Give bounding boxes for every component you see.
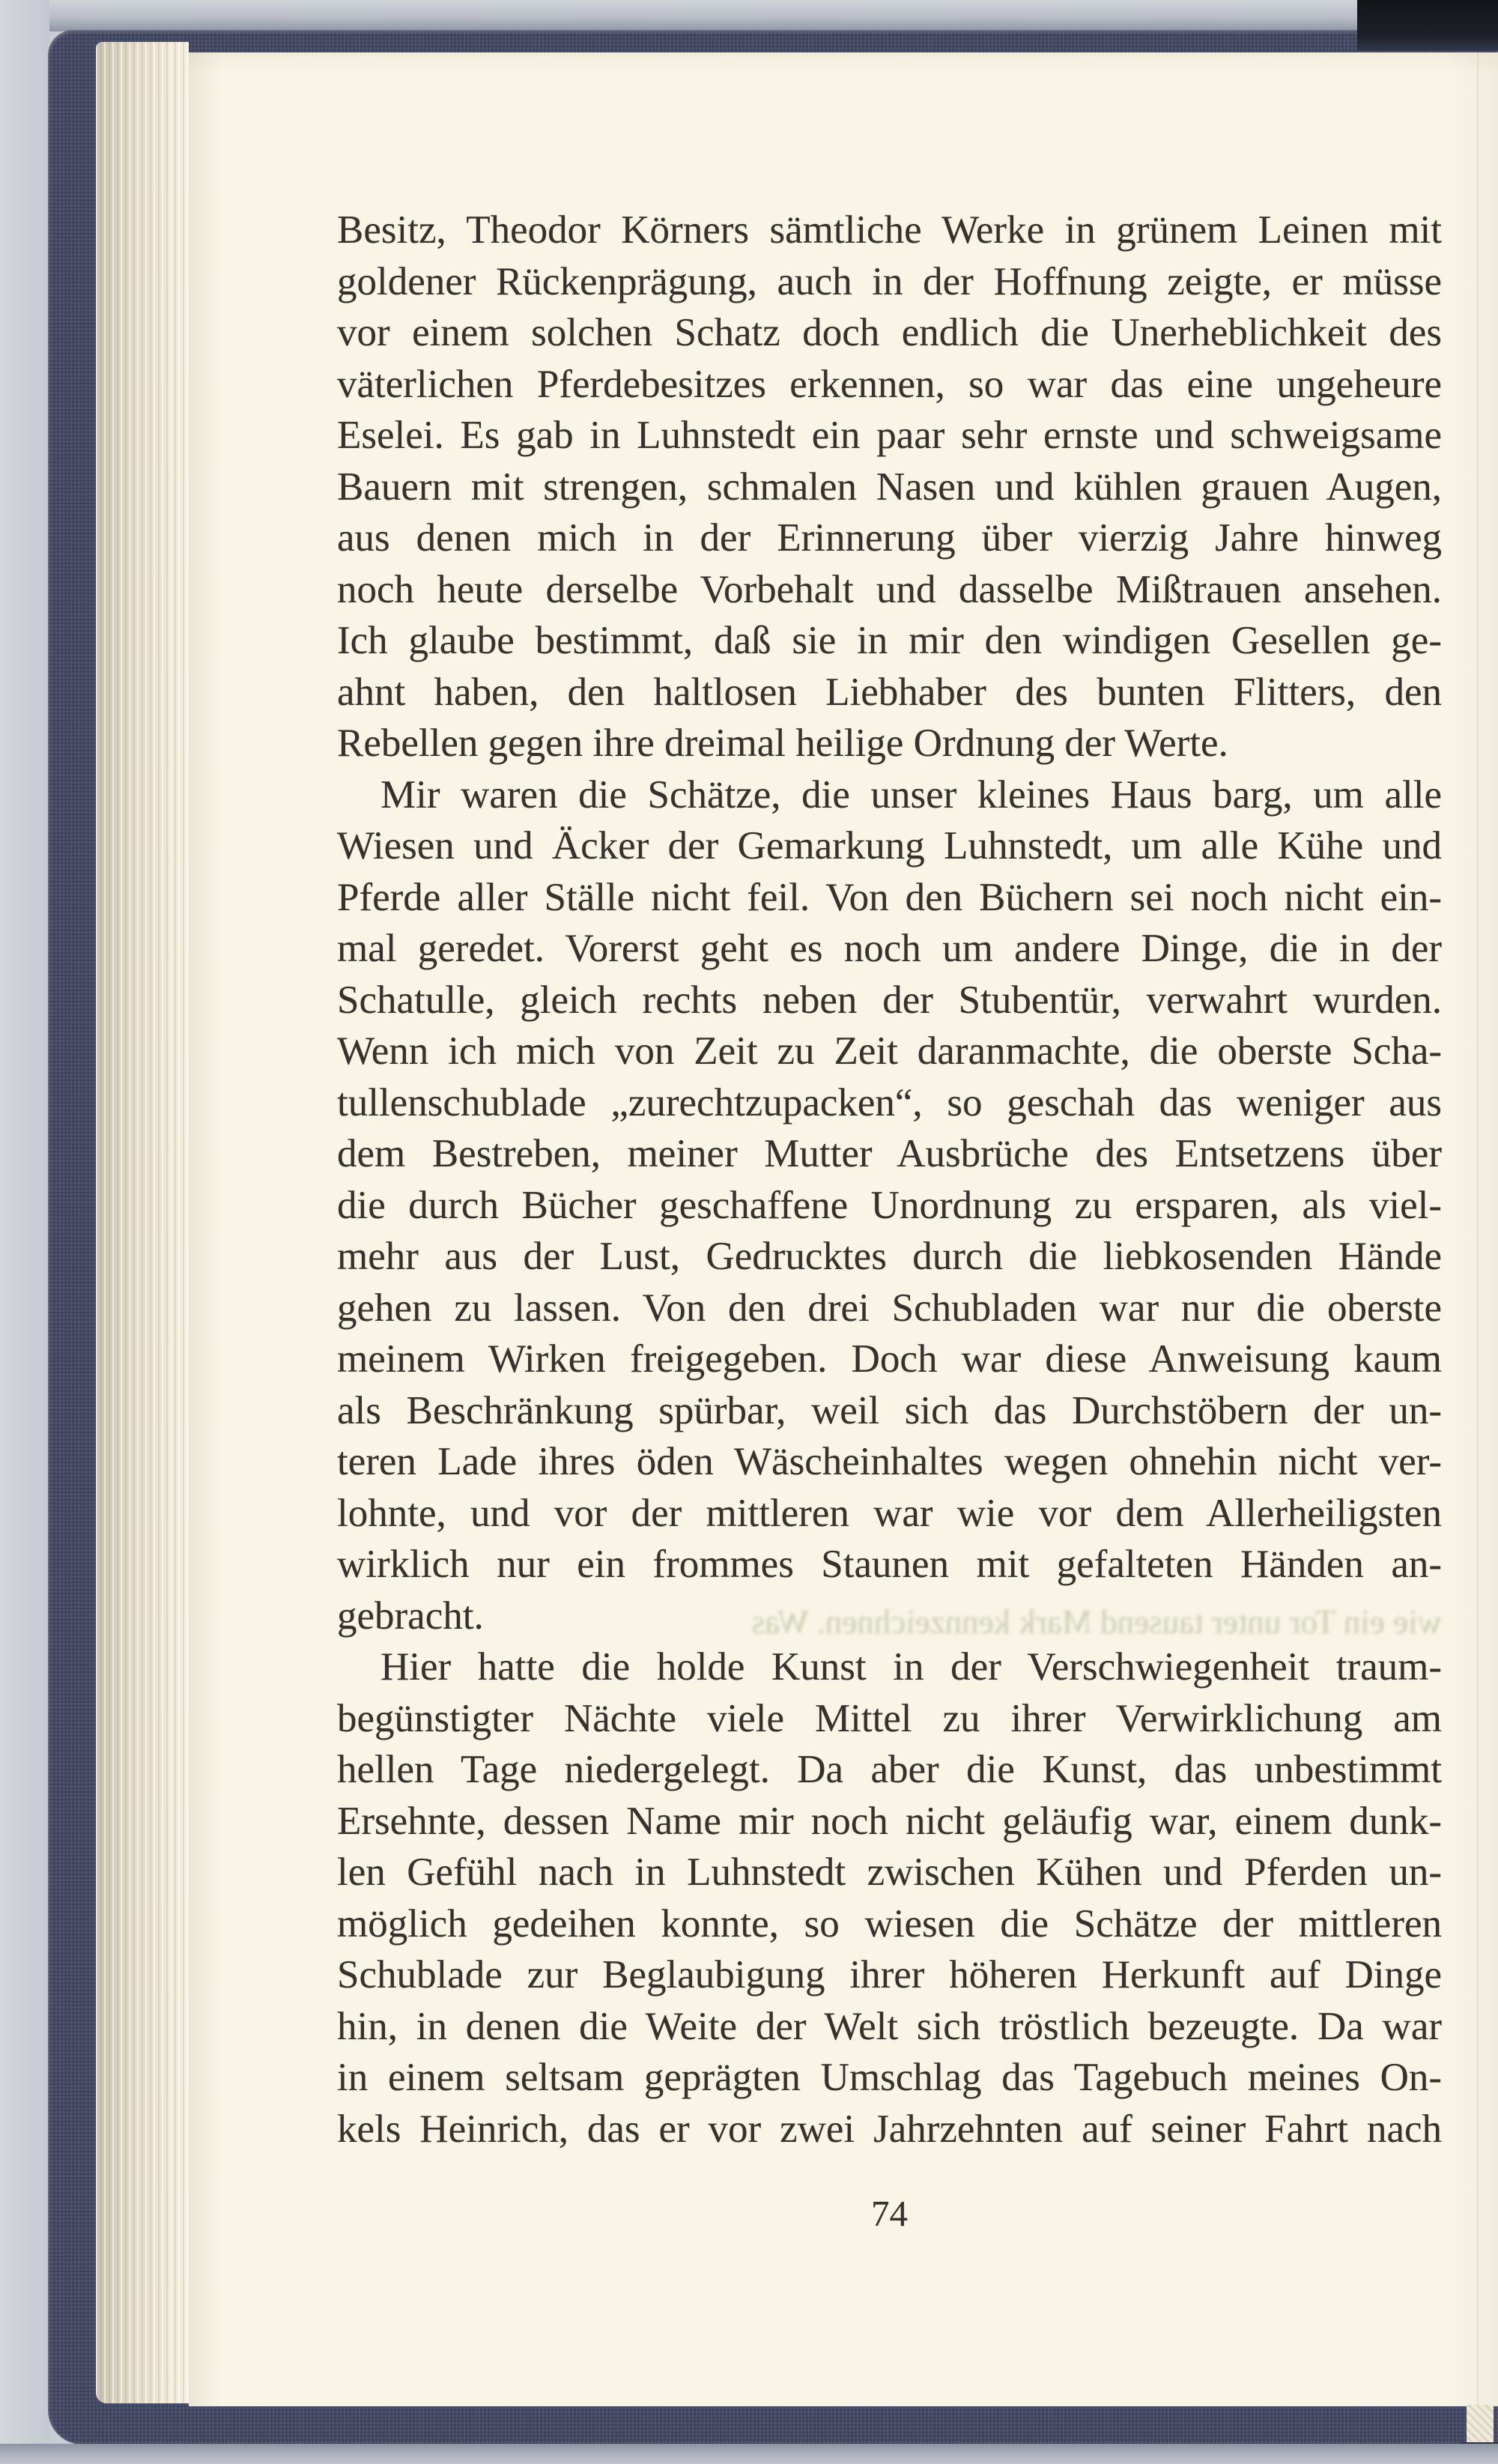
text-line: möglich gedeihen konnte, so wiesen die Schätze der mittleren bbox=[337, 1901, 1442, 1946]
text-line: noch heute derselbe Vorbehalt und dasselbe Mißtrauen ansehen. bbox=[337, 567, 1442, 611]
text-line: Mir waren die Schätze, die unser kleines Haus barg, um alle bbox=[380, 772, 1442, 817]
text-line: vor einem solchen Schatz doch endlich die Unerheblichkeit des bbox=[337, 311, 1442, 354]
text-line: ahnt haben, den haltlosen Liebhaber des bunten Flitters, den bbox=[337, 670, 1442, 714]
text-line: begünstigter Nächte viele Mittel zu ihrer Verwirklichung am bbox=[337, 1696, 1442, 1740]
scanner-shadow-top bbox=[0, 0, 1498, 31]
text-line: Bauern mit strengen, schmalen Nasen und kühlen grauen Augen, bbox=[337, 464, 1442, 509]
text-line: mehr aus der Lust, Gedrucktes durch die liebkosenden Hände bbox=[337, 1235, 1442, 1278]
text-line: mal geredet. Vorerst geht es noch um andere Dinge, die in der bbox=[337, 927, 1442, 970]
text-line: Wenn ich mich von Zeit zu Zeit daranmachte, die oberste Scha- bbox=[337, 1029, 1442, 1073]
text-line: Pferde aller Ställe nicht feil. Von den Büchern sei noch nicht ein- bbox=[337, 875, 1442, 919]
text-line: Schublade zur Beglaubigung ihrer höheren Herkunft auf Dinge bbox=[337, 1953, 1442, 1997]
text-line: kels Heinrich, das er vor zwei Jahrzehnten auf seiner Fahrt nach bbox=[337, 2107, 1442, 2151]
text-line: hin, in denen die Weite der Welt sich tröstlich bezeugte. Da war bbox=[337, 2004, 1442, 2048]
text-line: dem Bestreben, meiner Mutter Ausbrüche des Entsetzens über bbox=[337, 1132, 1442, 1175]
text-line: Ersehnte, dessen Name mir noch nicht geläufig war, einem dunk- bbox=[337, 1799, 1442, 1843]
text-line: die durch Bücher geschaffene Unordnung zu ersparen, als viel- bbox=[337, 1183, 1442, 1227]
paragraph bbox=[337, 1641, 1442, 2155]
text-line: lohnte, und vor der mittleren war wie vor dem Allerheiligsten bbox=[337, 1491, 1442, 1535]
text-line: Besitz, Theodor Körners sämtliche Werke in grünem Leinen mit bbox=[337, 208, 1442, 252]
paragraph bbox=[337, 769, 1442, 1642]
text-line: hellen Tage niedergelegt. Da aber die Kunst, das unbestimmt bbox=[337, 1748, 1442, 1791]
paragraph bbox=[337, 205, 1442, 769]
text-line: väterlichen Pferdebesitzes erkennen, so war das eine ungeheure bbox=[337, 362, 1442, 406]
text-line: in einem seltsam geprägten Umschlag das Tagebuch meines On- bbox=[337, 2056, 1442, 2099]
text-line: len Gefühl nach in Luhnstedt zwischen Kühen und Pferden un- bbox=[337, 1850, 1442, 1894]
text-line: Rebellen gegen ihre dreimal heilige Ordnung der Werte. bbox=[337, 721, 1228, 765]
text-line: wirklich nur ein frommes Staunen mit gefalteten Händen an- bbox=[337, 1543, 1442, 1586]
text-line: aus denen mich in der Erinnerung über vierzig Jahre hinweg bbox=[337, 516, 1442, 560]
page-text bbox=[337, 205, 1442, 2155]
text-line: gehen zu lassen. Von den drei Schubladen war nur die oberste bbox=[337, 1286, 1442, 1330]
text-line: Hier hatte die holde Kunst in der Verschwiegenheit traum- bbox=[380, 1645, 1442, 1689]
scanner-background-left bbox=[0, 0, 49, 2464]
text-line: Schatulle, gleich rechts neben der Stubentür, verwahrt wurden. bbox=[337, 978, 1442, 1022]
text-line: teren Lade ihres öden Wäscheinhaltes wegen ohnehin nicht ver- bbox=[337, 1440, 1442, 1483]
text-line: gebracht. bbox=[337, 1593, 484, 1638]
text-line: goldener Rückenprägung, auch in der Hoffnung zeigte, er müsse bbox=[337, 259, 1442, 303]
showthrough-text: wie ein Tor unter tausend Mark kennzeichnen. Was bbox=[751, 1603, 1442, 1641]
text-line: Eselei. Es gab in Luhnstedt ein paar sehr ernste und schweigsame bbox=[337, 414, 1442, 457]
page-crease bbox=[1476, 52, 1479, 2406]
cover-corner-shadow bbox=[1357, 0, 1498, 51]
text-line: Ich glaube bestimmt, daß sie in mir den windigen Gesellen ge- bbox=[337, 619, 1442, 662]
text-line: als Beschränkung spürbar, weil sich das Durchstöbern der un- bbox=[337, 1388, 1442, 1432]
page-edges-stack bbox=[96, 42, 189, 2403]
page-number: 74 bbox=[871, 2193, 908, 2234]
text-line: meinem Wirken freigegeben. Doch war diese Anweisung kaum bbox=[337, 1337, 1442, 1381]
scanner-shadow-bottom bbox=[0, 2444, 1498, 2464]
text-line: Wiesen und Äcker der Gemarkung Luhnstedt, um alle Kühe und bbox=[337, 824, 1442, 868]
page-edge-sliver bbox=[1467, 2405, 1494, 2444]
text-line: tullenschublade „zurechtzupacken“, so geschah das weniger aus bbox=[337, 1080, 1442, 1124]
